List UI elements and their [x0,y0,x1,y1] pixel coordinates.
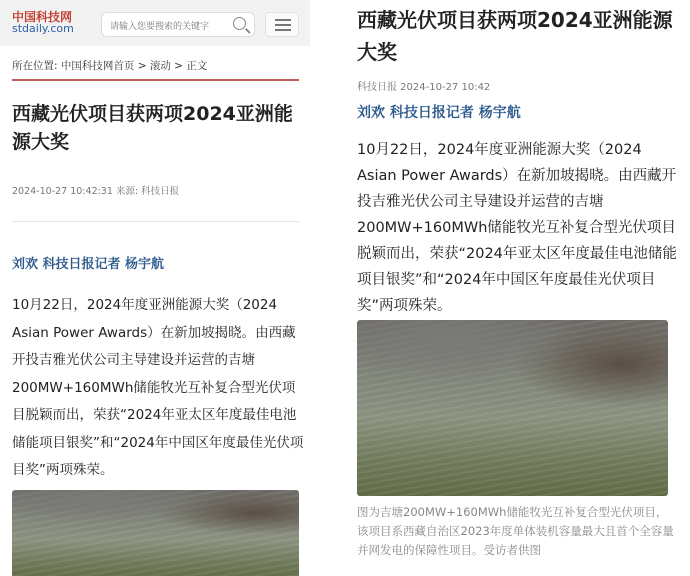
breadcrumb[interactable]: 所在位置: 中国科技网首页 > 滚动 > 正文 [12,60,208,72]
article-title: 西藏光伏项目获两项2024亚洲能源大奖 [12,103,293,153]
right-screenshot [345,0,690,576]
article-authors: 刘欢 科技日报记者 杨宇航 [12,257,165,272]
article-body: 10月22日，2024年度亚洲能源大奖（2024 Asian Power Awards）在新加坡揭晓。由西藏开投吉雅光伏公司主导建设并运营的吉塘200MW+160MWh储能牧光互补复合型光伏项目脱颖而出，荣获“2024年亚太区年度最佳电池储能项目银奖”和“2024年中国区年度最佳光伏项目奖”两项殊荣。 [12,297,304,478]
divider [12,79,299,81]
site-header [0,0,310,46]
menu-button[interactable] [265,12,299,37]
site-logo[interactable] [12,11,74,35]
logo-en: stdaily.com [12,22,74,35]
left-screenshot [0,0,310,576]
article-photo [357,320,668,496]
article-title: 西藏光伏项目获两项2024亚洲能源大奖 [357,8,673,64]
search-icon[interactable] [233,17,246,30]
article-meta: 科技日报 2024-10-27 10:42 [357,82,491,93]
search-input[interactable] [101,12,255,37]
search-placeholder: 请输入您要搜索的关键字 [110,22,210,32]
logo-cn: 中国科技网 [12,10,73,24]
article-authors: 刘欢 科技日报记者 杨宇航 [357,105,521,121]
photo-caption: 图为吉塘200MW+160MWh储能牧光互补复合型光伏项目，该项目系西藏自治区2023年度单体装机容量最大且首个全容量并网发电的保障性项目。受访者供图 [357,505,674,557]
article-meta: 2024-10-27 10:42:31 来源: 科技日报 [12,186,180,197]
article-body: 10月22日，2024年度亚洲能源大奖（2024 Asian Power Awards）在新加坡揭晓。由西藏开投吉雅光伏公司主导建设并运营的吉塘200MW+160MWh储能牧光互补复合型光伏项目脱颖而出，荣获“2024年亚太区年度最佳电池储能项目银奖”和“2024年中国区年度最佳光伏项目奖”两项殊荣。 [357,142,677,314]
divider [12,221,299,222]
article-photo [12,490,299,576]
